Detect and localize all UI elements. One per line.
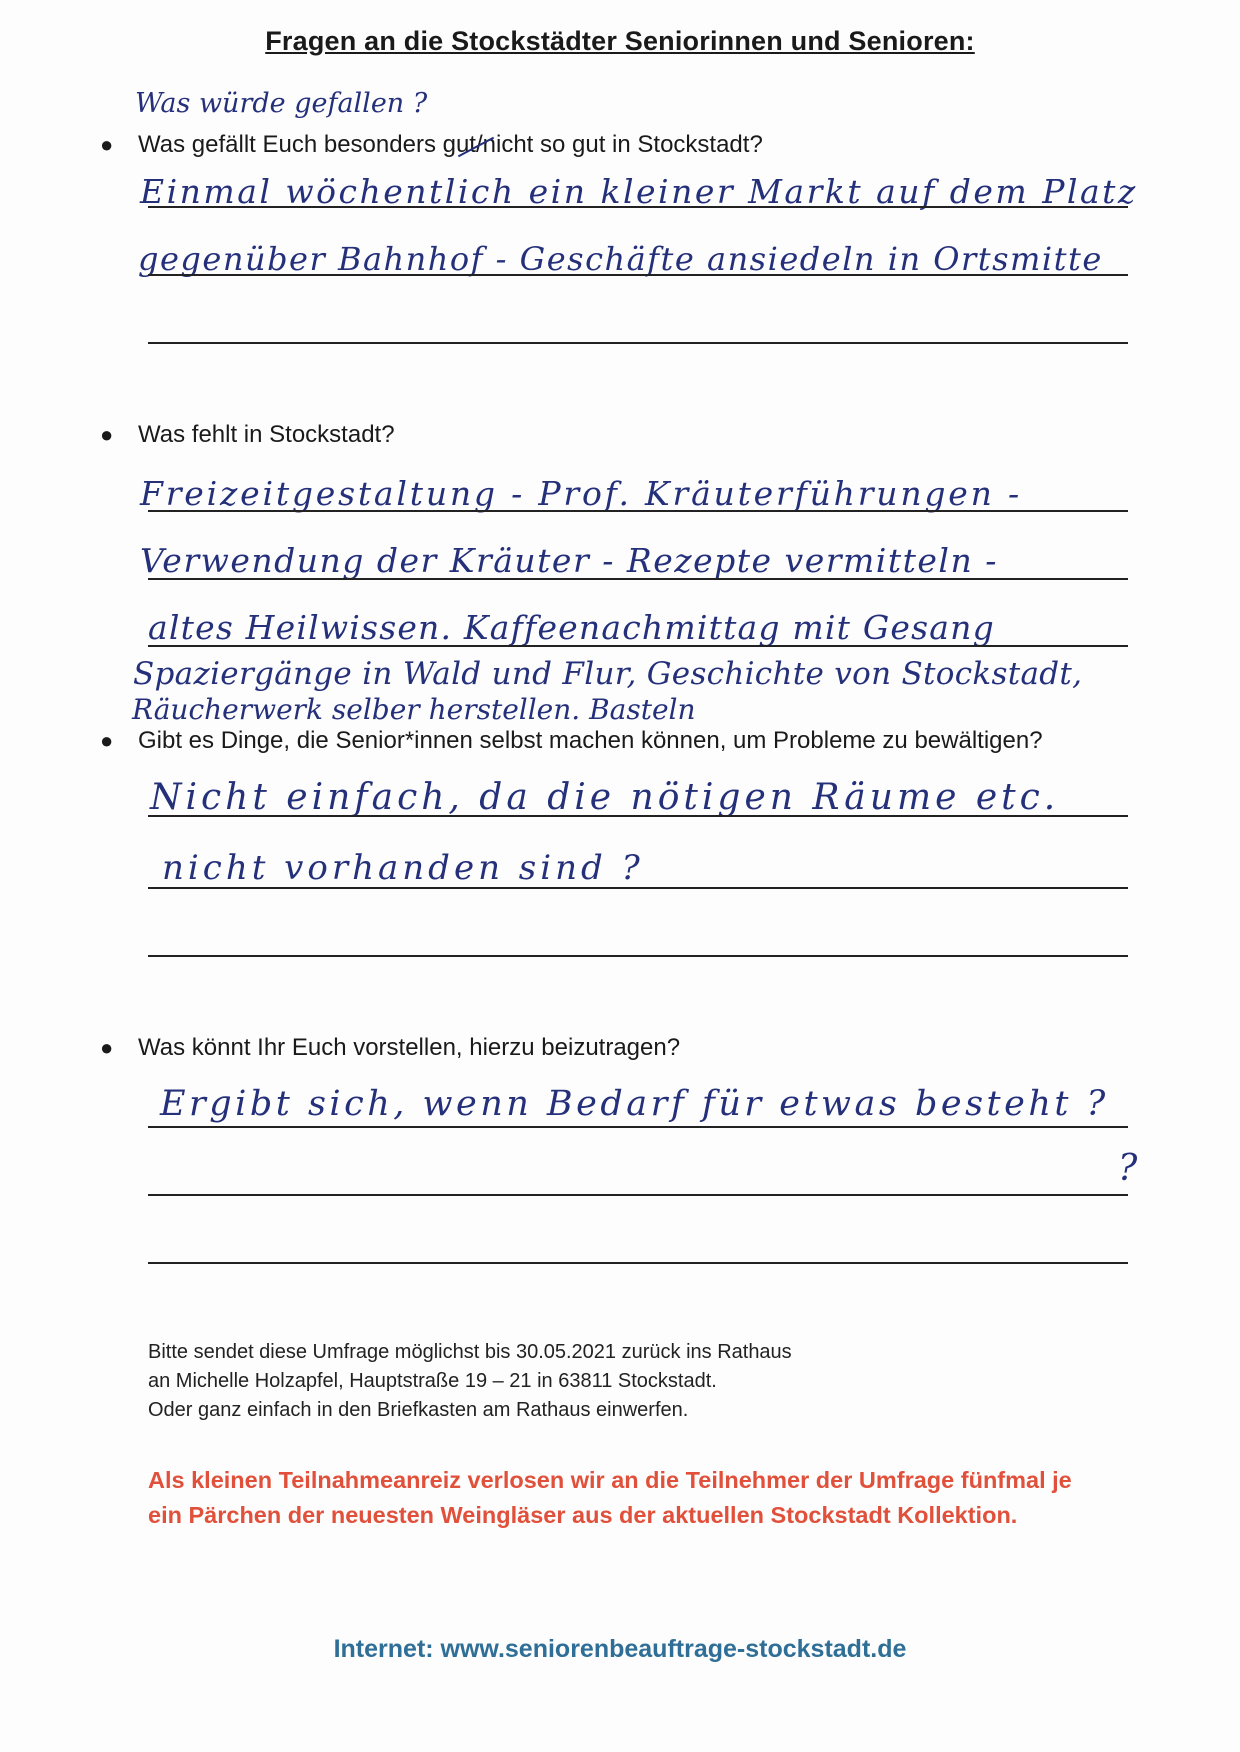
question-2	[100, 421, 395, 449]
answer-line	[148, 645, 1128, 647]
question-4	[100, 1034, 680, 1062]
answer-line	[148, 274, 1128, 276]
answer-3-line-1: Nicht einfach, da die nötigen Räume etc.	[150, 777, 1060, 818]
question-1	[100, 131, 763, 159]
footer-website	[0, 1635, 1240, 1664]
answer-line	[148, 887, 1128, 889]
instructions-line-3: Oder ganz einfach in den Briefkasten am Rathaus einwerfen.	[148, 1399, 689, 1421]
bullet-icon: ●	[100, 1035, 114, 1060]
question-3	[100, 727, 1043, 755]
question-4-text: Was könnt Ihr Euch vorstellen, hierzu beizutragen?	[138, 1034, 681, 1061]
question-3-text: Gibt es Dinge, die Senior*innen selbst machen können, um Probleme zu bewältigen?	[138, 727, 1043, 754]
answer-line	[148, 510, 1128, 512]
answer-3-line-2: nicht vorhanden sind ?	[162, 848, 644, 888]
answer-2-line-5: Räucherwerk selber herstellen. Basteln	[132, 693, 696, 726]
answer-line	[148, 815, 1128, 817]
answer-line	[148, 1194, 1128, 1196]
answer-2-line-4: Spaziergänge in Wald und Flur, Geschichte von Stockstadt,	[133, 656, 1083, 692]
answer-2-line-3: altes Heilwissen. Kaffeenachmittag mit Gesang	[148, 608, 995, 647]
footer-website-text: Internet: www.seniorenbeauftrage-stockstadt.de	[333, 1635, 907, 1663]
answer-2-line-2: Verwendung der Kräuter - Rezepte vermitteln -	[140, 541, 998, 580]
bullet-icon: ●	[100, 728, 114, 753]
return-instructions	[148, 1338, 792, 1425]
answer-line	[148, 342, 1128, 344]
answer-line	[148, 206, 1128, 208]
answer-line	[148, 1126, 1128, 1128]
answer-4-line-1: Ergibt sich, wenn Bedarf für etwas besteht ?	[160, 1084, 1109, 1124]
incentive-line-2: ein Pärchen der neuesten Weingläser aus der aktuellen Stockstadt Kollektion.	[148, 1502, 1018, 1528]
answer-1-line-1: Einmal wöchentlich ein kleiner Markt auf dem Platz	[140, 172, 1138, 211]
question-1-text: Was gefällt Euch besonders gut/nicht so gut in Stockstadt?	[138, 131, 763, 158]
answer-2-line-1: Freizeitgestaltung - Prof. Kräuterführungen -	[140, 474, 1022, 513]
answer-4-line-2: ?	[1118, 1148, 1138, 1189]
page-title: Fragen an die Stockstädter Seniorinnen und Senioren:	[265, 26, 975, 56]
bullet-icon: ●	[100, 132, 114, 157]
handwritten-annotation: Was würde gefallen ?	[135, 88, 428, 119]
instructions-line-1: Bitte sendet diese Umfrage möglichst bis 30.05.2021 zurück ins Rathaus	[148, 1341, 792, 1363]
answer-line	[148, 955, 1128, 957]
question-2-text: Was fehlt in Stockstadt?	[138, 421, 395, 448]
answer-1-line-2: gegenüber Bahnhof - Geschäfte ansiedeln in Ortsmitte	[138, 240, 1103, 278]
answer-line	[148, 1262, 1128, 1264]
instructions-line-2: an Michelle Holzapfel, Hauptstraße 19 – 21 in 63811 Stockstadt.	[148, 1370, 717, 1392]
bullet-icon: ●	[100, 422, 114, 447]
incentive-line-1: Als kleinen Teilnahmeanreiz verlosen wir an die Teilnehmer der Umfrage fünfmal je	[148, 1467, 1072, 1493]
answer-line	[148, 578, 1128, 580]
incentive-notice	[148, 1463, 1072, 1533]
